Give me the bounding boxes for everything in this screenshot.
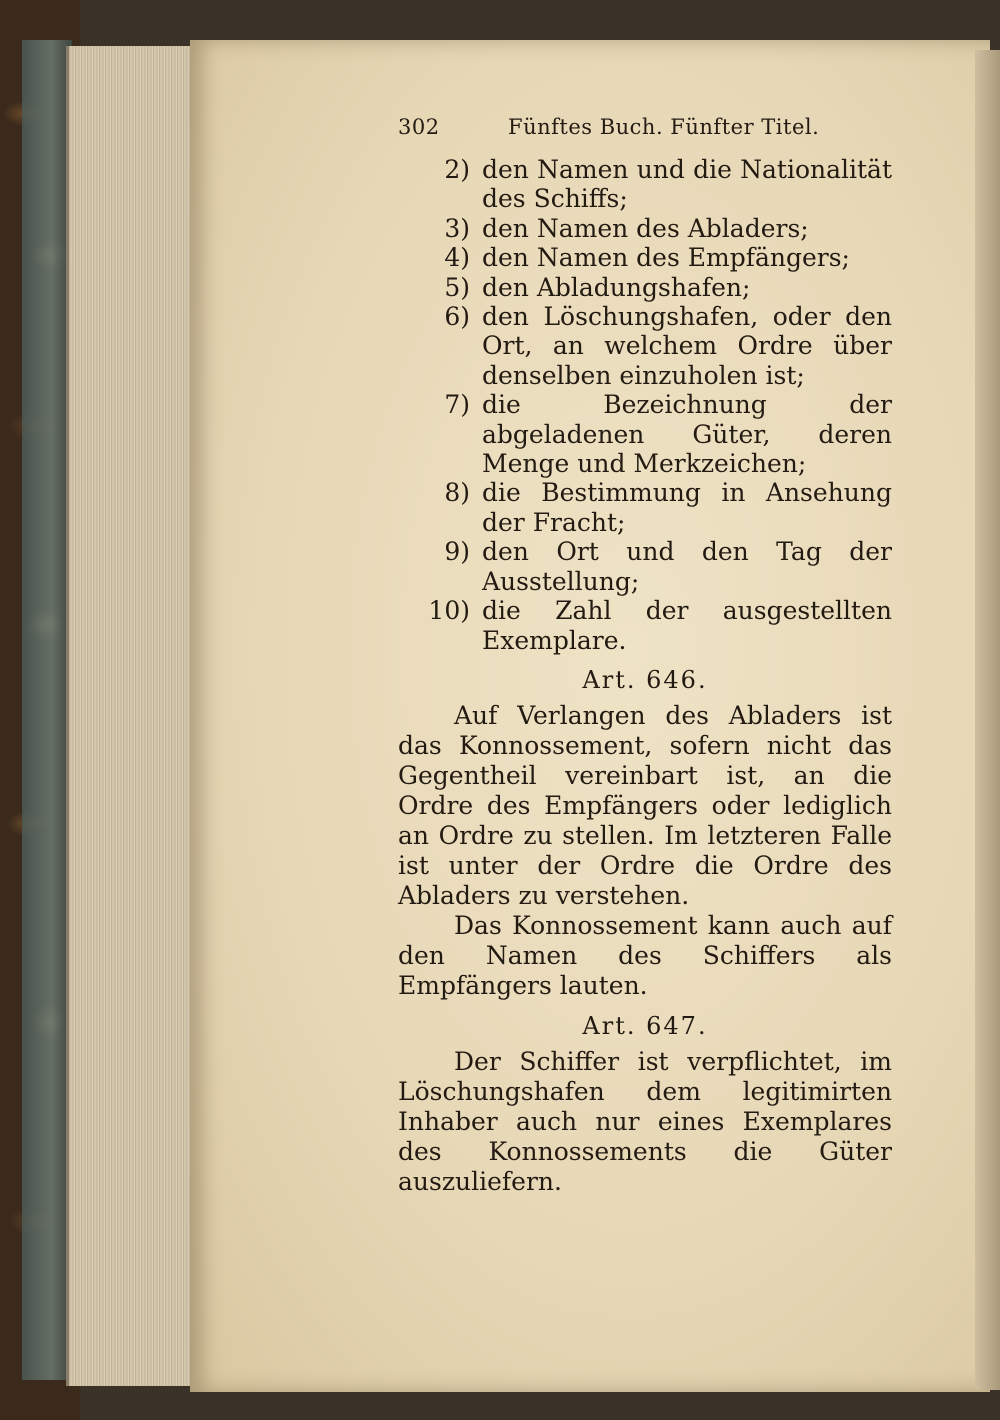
item-text: den Abladungshafen; [482,272,751,302]
list-item [398,596,892,655]
article-647-heading: Art. 647. [582,1011,708,1040]
running-header [398,115,892,155]
page-text [398,115,892,1197]
list-item [398,390,892,478]
item-number: 2) [444,155,470,184]
item-text: den Ort und den Tag der Ausstellung; [482,537,892,596]
list-item [398,155,892,214]
item-text: den Namen und die Nationalität des Schiffs; [482,155,892,214]
item-text: die Bezeichnung der abgeladenen Güter, deren Menge und Merkzeichen; [482,390,892,479]
list-item [398,214,892,243]
page-number: 302 [398,115,440,139]
article-646-paragraph-2: Das Konnossement kann auch auf den Namen des Schiffers als Empfängers lauten. [398,910,892,1000]
article-647-paragraph-1: Der Schiffer ist verpflichtet, im Löschungshafen dem legitimirten Inhaber auch nur eines Exemplares des Konnossements die Güter auszuliefern. [398,1046,892,1196]
item-number: 4) [444,243,470,273]
item-text: den Löschungshafen, oder den Ort, an welchem Ordre über denselben einzuholen ist; [482,302,892,390]
item-number: 6) [444,302,470,332]
page-edges [66,46,209,1386]
item-number: 3) [444,213,470,243]
book-spine-edge [22,40,72,1380]
list-item [398,273,892,302]
item-text: den Namen des Empfängers; [482,243,850,273]
item-number: 10) [428,596,470,626]
item-number: 5) [444,272,470,302]
article-646-heading: Art. 646. [582,665,708,694]
item-text: den Namen des Abladers; [482,213,809,243]
running-title: Fünftes Buch. Fünfter Titel. [508,115,820,139]
item-number: 7) [444,390,470,420]
item-text: die Zahl der ausgestellten Exemplare. [482,596,892,655]
item-list [398,155,892,655]
list-item [398,243,892,272]
item-number: 9) [444,537,470,567]
article-646-paragraph-1: Auf Verlangen des Abladers ist das Konnossement, sofern nicht das Gegentheil vereinbart ist, an die Ordre des Empfängers oder lediglich an Ordre zu stellen. Im letzteren Falle ist unter der Ordre die Ordre des Abladers zu verstehen. [398,700,892,910]
item-text: die Bestimmung in Ansehung der Fracht; [482,478,892,537]
item-number: 8) [444,478,470,508]
list-item [398,537,892,596]
list-item [398,478,892,537]
page-gutter-shadow [975,50,1000,1390]
list-item [398,302,892,390]
